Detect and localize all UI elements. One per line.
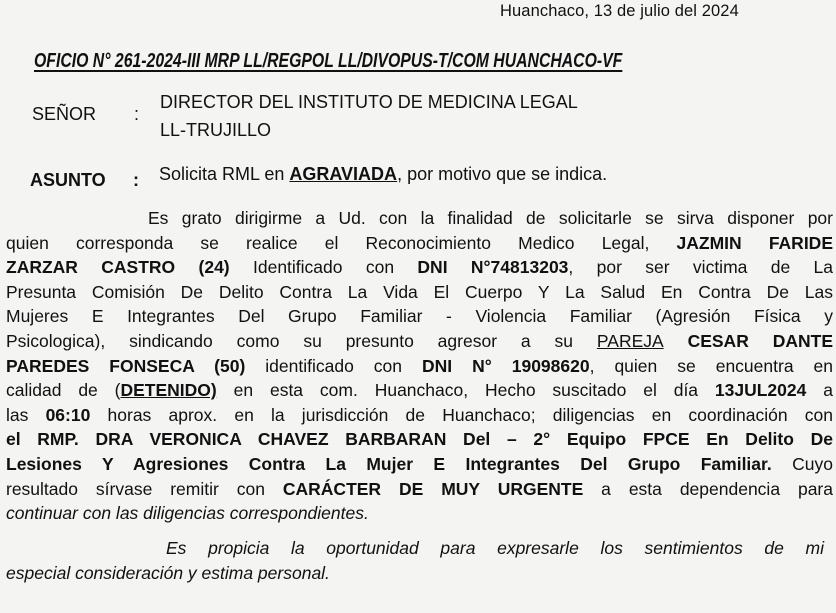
body-line: calidad de (DETENIDO) en esta com. Huanchaco, Hecho suscitado el día 13JUL2024 a (6, 380, 833, 401)
body-line: Es grato dirigirme a Ud. con la finalidad de solicitarle se sirva disponer por (148, 208, 833, 228)
body-line: Lesiones Y Agresiones Contra La Mujer E Integrantes Del Grupo Familiar. Cuyo (6, 453, 833, 474)
asunto-highlight: AGRAVIADA (289, 164, 398, 184)
asunto-pre: Solicita RML en (159, 164, 290, 184)
asunto-post: , por motivo que se indica. (397, 164, 608, 184)
oficio-number: OFICIO N° 261-2024-III MRP LL/REGPOL LL/DIVOPUS-T/COM HUANCHACO-VF (34, 50, 623, 72)
recipient-line-1: DIRECTOR DEL INSTITUTO DE MEDICINA LEGAL (160, 92, 578, 112)
body-line: resultado sírvase remitir con CARÁCTER DE MUY URGENTE a esta dependencia para (6, 478, 833, 499)
closing-line: Es propicia la oportunidad para expresarle los sentimientos de mi (166, 538, 824, 558)
asunto-text (159, 164, 607, 185)
body-line: Psicologica), sindicando como su presunto agresor a su PAREJA CESAR DANTE (6, 330, 833, 351)
senor-label: SEÑOR (32, 104, 97, 124)
closing-paragraph (6, 536, 824, 585)
asunto-colon: : (133, 170, 139, 190)
body-line: Presunta Comisión De Delito Contra La Vida El Cuerpo Y La Salud En Contra De Las (6, 281, 833, 302)
asunto-label: ASUNTO (30, 170, 106, 190)
document-date: Huanchaco, 13 de julio del 2024 (500, 2, 739, 20)
body-line: el RMP. DRA VERONICA CHAVEZ BARBARAN Del – 2° Equipo FPCE En Delito De (6, 429, 833, 450)
recipient-line-2: LL-TRUJILLO (160, 120, 272, 140)
body-line: continuar con las diligencias correspondientes. (6, 503, 369, 524)
body-line: quien corresponda se realice el Reconocimiento Medico Legal, JAZMIN FARIDE (6, 232, 833, 253)
body-line: ZARZAR CASTRO (24) Identificado con DNI N°74813203, por ser victima de La (6, 257, 834, 278)
body-paragraph (6, 206, 833, 526)
closing-line: especial consideración y estima personal. (6, 562, 330, 583)
body-line: las 06:10 horas aprox. en la jurisdicción de Huanchaco; diligencias en coordinación con (6, 404, 834, 425)
body-line: Mujeres E Integrantes Del Grupo Familiar - Violencia Familiar (Agresión Física y (6, 306, 833, 327)
body-line: PAREDES FONSECA (50) identificado con DNI N° 19098620, quien se encuentra en (6, 355, 833, 376)
senor-colon: : (134, 104, 140, 124)
